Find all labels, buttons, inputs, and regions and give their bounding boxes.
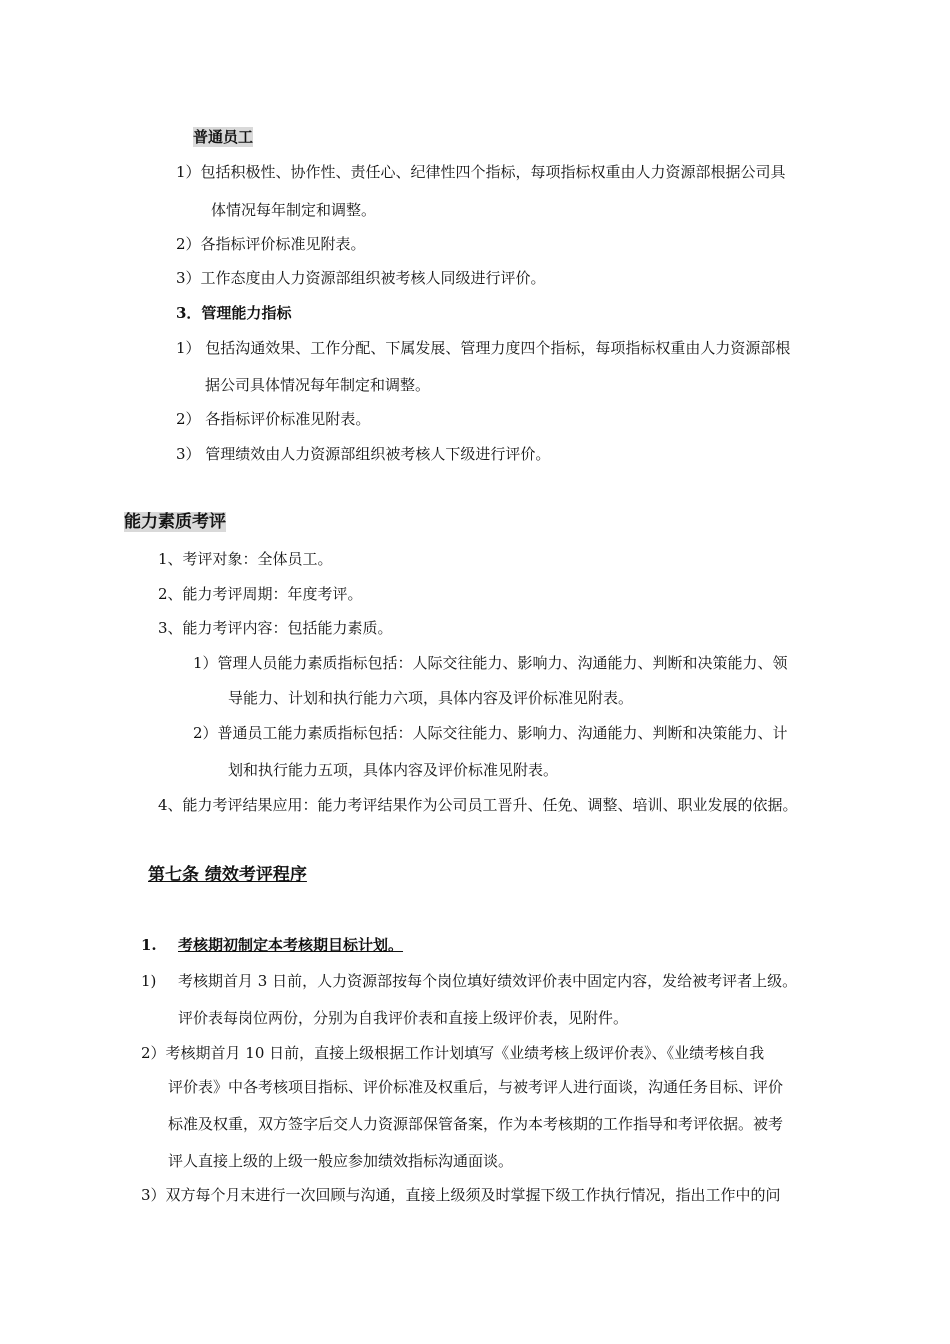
paragraph-line: 体情况每年制定和调整。	[211, 201, 377, 219]
paragraph-line: 1）包括积极性、协作性、责任心、纪律性四个指标，每项指标权重由人力资源部根据公司具	[176, 163, 786, 181]
section-heading-ordinary-staff: 普通员工	[193, 128, 254, 146]
paragraph-line: 考核期首月 3 日前，人力资源部按每个岗位填好绩效评价表中固定内容，发给被考评者上级。	[178, 972, 798, 990]
section-heading-competency-evaluation: 能力素质考评	[124, 512, 226, 532]
list-marker: 1)	[141, 972, 157, 990]
paragraph-line: 2、能力考评周期：年度考评。	[158, 585, 363, 603]
paragraph-line: 3）工作态度由人力资源部组织被考核人同级进行评价。	[176, 269, 546, 287]
paragraph-line: 1）管理人员能力素质指标包括：人际交往能力、影响力、沟通能力、判断和决策能力、领	[193, 654, 788, 672]
paragraph-line: 3）双方每个月末进行一次回顾与沟通，直接上级须及时掌握下级工作执行情况，指出工作中的问	[141, 1186, 781, 1204]
paragraph-line: 1） 包括沟通效果、工作分配、下属发展、管理力度四个指标，每项指标权重由人力资源部根	[176, 339, 791, 357]
paragraph-line: 评价表》中各考核项目指标、评价标准及权重后，与被考评人进行面谈，沟通任务目标、评价	[168, 1078, 784, 1096]
paragraph-line: 1、考评对象：全体员工。	[158, 550, 333, 568]
subheading-number: 1.	[141, 936, 157, 954]
paragraph-line: 划和执行能力五项，具体内容及评价标准见附表。	[228, 761, 559, 779]
paragraph-line: 2）考核期首月 10 日前，直接上级根据工作计划填写《业绩考核上级评价表》、《业绩考核自我	[141, 1044, 765, 1062]
article-heading: 第七条 绩效考评程序	[148, 865, 307, 885]
paragraph-line: 2）各指标评价标准见附表。	[176, 235, 366, 253]
paragraph-line: 标准及权重，双方签字后交人力资源部保管备案，作为本考核期的工作指导和考评依据。被考	[168, 1115, 784, 1133]
paragraph-line: 4、能力考评结果应用：能力考评结果作为公司员工晋升、任免、调整、培训、职业发展的依据。	[158, 796, 798, 814]
paragraph-line: 3） 管理绩效由人力资源部组织被考核人下级进行评价。	[176, 445, 551, 463]
section-heading-management-ability: 3．管理能力指标	[176, 304, 292, 322]
paragraph-line: 2）普通员工能力素质指标包括：人际交往能力、影响力、沟通能力、判断和决策能力、计	[193, 724, 788, 742]
paragraph-line: 据公司具体情况每年制定和调整。	[205, 376, 431, 394]
paragraph-line: 评人直接上级的上级一般应参加绩效指标沟通面谈。	[168, 1152, 514, 1170]
paragraph-line: 评价表每岗位两份，分别为自我评价表和直接上级评价表，见附件。	[178, 1009, 629, 1027]
paragraph-line: 导能力、计划和执行能力六项，具体内容及评价标准见附表。	[228, 689, 634, 707]
subheading: 考核期初制定本考核期目标计划。	[178, 936, 404, 954]
paragraph-line: 2） 各指标评价标准见附表。	[176, 410, 371, 428]
paragraph-line: 3、能力考评内容：包括能力素质。	[158, 619, 393, 637]
